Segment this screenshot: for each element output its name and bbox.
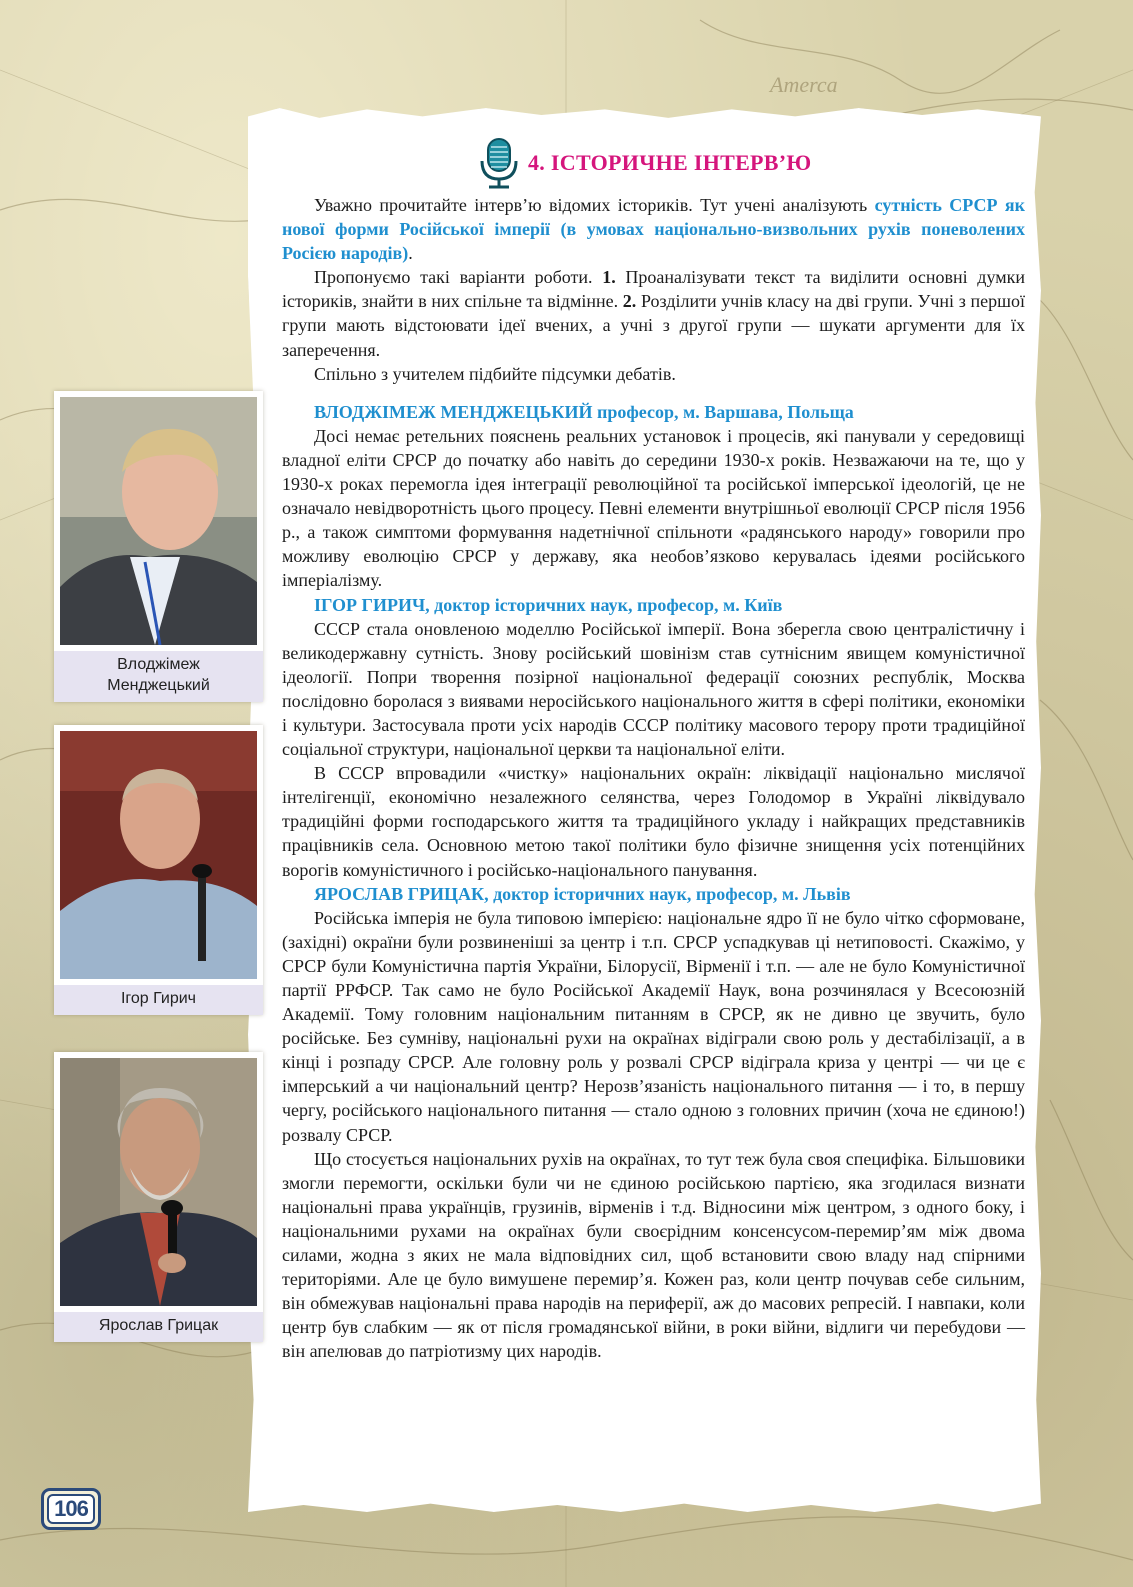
speaker-heading-hrytsak: ЯРОСЛАВ ГРИЦАК, доктор історичних наук, професор, м. Львів xyxy=(314,883,851,904)
photo-caption xyxy=(54,651,263,702)
intro-text: Розділити учнів класу на дві групи. Учні з першої групи мають відстоювати ідеї вчених, а учні з другої групи — шукати аргументи для їх заперечення. xyxy=(282,291,1025,360)
portrait-photo xyxy=(60,397,257,645)
photo-caption xyxy=(54,1312,263,1342)
portrait-photo xyxy=(60,731,257,979)
speaker-paragraph: Досі немає ретельних пояснень реальних установок і процесів, які панували у середовищі владної еліти СРСР до початку або навіть до середини 1930-х років. Незважаючи на те, що у 1930-х роках перемогла ідея інтеграції революційної та російської імперської ідеологій, це не означало невідворотність цього процесу. Певні елементи внутрішньої еволюції СРСР після 1956 р., а також симптоми формування надетнічної спільноти «радянського народу» говорили про можливу еволюцію СРСР у державу, яка необов’язково керувалась ідеями російського імперіалізму. xyxy=(282,425,1025,591)
speaker-heading-mendzhetskyi: ВЛОДЖІМЕЖ МЕНДЖЕЦЬКИЙ професор, м. Варшава, Польща xyxy=(314,401,854,422)
intro-text: Уважно прочитайте інтерв’ю відомих істориків. Тут учені аналізують xyxy=(314,195,875,215)
option-number: 2. xyxy=(622,291,637,312)
intro-paragraph-2 xyxy=(282,265,1025,361)
section-title xyxy=(476,137,811,189)
speaker-paragraph: В СССР впровадили «чистку» національних окраїн: ліквідації національно мислячої інтелігенції, економічно незалежного селянства, через Голодомор в Україні ліквідувало традиційні форми господарського життя та традиційного укладу і найкращих представників працівників села. Основною метою такої політики було фізичне знищення усіх потенційних ворогів комуністичного і російсько-національного панування. xyxy=(282,763,1025,880)
photo-card-mendzhetskyi xyxy=(54,391,263,702)
photo-card-hrytsak xyxy=(54,1052,263,1342)
intro-text: Проаналізувати текст та виділити основні думки істориків, знайти в них спільне та відмінне. xyxy=(282,267,1025,312)
caption-line: Ігор Гирич xyxy=(120,990,197,1007)
intro-paragraph-1 xyxy=(282,193,1025,265)
caption-line: Влоджімеж xyxy=(117,656,200,673)
speaker-heading-hyrych: ІГОР ГИРИЧ, доктор історичних наук, професор, м. Київ xyxy=(314,594,783,615)
intro-end: . xyxy=(408,243,413,264)
caption-line: Менджецький xyxy=(107,677,210,694)
page-title: 4. ІСТОРИЧНЕ ІНТЕРВ’Ю xyxy=(528,150,812,175)
intro-highlight: сутність СРСР як нової форми Російської імперії (в умовах національно-визвольних рухів поневолених Росією народів) xyxy=(282,195,1025,264)
intro-text: Пропонуємо такі варіанти роботи. xyxy=(314,267,603,288)
photo-card-hyrych xyxy=(54,725,263,1015)
page-number-badge xyxy=(41,1488,101,1530)
speaker-paragraph: СССР стала оновленою моделлю Російської імперії. Вона зберегла свою централістичну і великодержавну сутність. Знову російський шовінізм став сутнісним явищем комуністичної ідеології. Попри творення позірної національної федерації союзних республік, Москва послідовно боролася з виявами неросійського національного життя в сфері політики, економіки і культури. Застосувала проти усіх народів СССР політику масового терору проти традиційної соціальної структури, національної церкви та національної еліти. xyxy=(282,618,1025,760)
intro-paragraph-3: Спільно з учителем підбийте підсумки дебатів. xyxy=(314,363,676,384)
speaker-paragraph: Російська імперія не була типовою імперією: національне ядро її не було чітко сформоване, (західні) окраїни були розвиненіші за центр і т.п. СРСР успадкував ці нетиповості. Скажімо, у СРСР були Комуністична партія України, Білорусії, Вірменії і т.п. — але не було Комуністичної партії РРФСР. Так само не було Російської Академії Наук, вона розчинялася у Всесоюзній Академії. Тому головним національним питанням в СРСР, як не дивно це звучить, було російське. Без сумніву, національні рухи на окраїнах відіграли свою роль у дестабілізації, а в кінці і розпаду СРСР. Але головну роль у розвалі СРСР відіграла криза у центрі — чи це є імперський а чи національний центр? Нерозв’язаність національного питання — і то, в першу чергу, російського національного питання — стало одною з головних причин (хоча не єдиною!) розвалу СРСР. xyxy=(282,907,1025,1145)
caption-line: Ярослав Грицак xyxy=(98,1317,219,1334)
option-number: 1. xyxy=(602,267,616,288)
article-body xyxy=(282,193,1025,1364)
photo-caption xyxy=(54,985,263,1015)
microphone-icon xyxy=(476,137,522,189)
portrait-photo xyxy=(60,1058,257,1306)
speaker-paragraph: Що стосується національних рухів на окраїнах, то тут теж була своя специфіка. Більшовики змогли перемогти, оскільки були чи не єдиною російською партією, яка згодилася визнати національні права українців, грузинів, вірменів і т.д. Відносини між центром, з одного боку, і національними рухами на окраїнах були своєрідним консенсусом-перемир’ям між двома силами, жодна з яких не мала відповідних сил, щоб встановити свою владу над спірними територіями. Але це було вимушене перемир’я. Кожен раз, коли центр почував себе сильним, він обмежував національні права народів на периферії, аж до масових репресій. І навпаки, коли центр був слабким — як от після громадянської війни, в роки війни, відлиги чи перебудови — він апелював до патріотизму цих народів. xyxy=(282,1148,1025,1362)
page-number: 106 xyxy=(47,1494,95,1524)
map-label: Amerca xyxy=(770,72,838,97)
